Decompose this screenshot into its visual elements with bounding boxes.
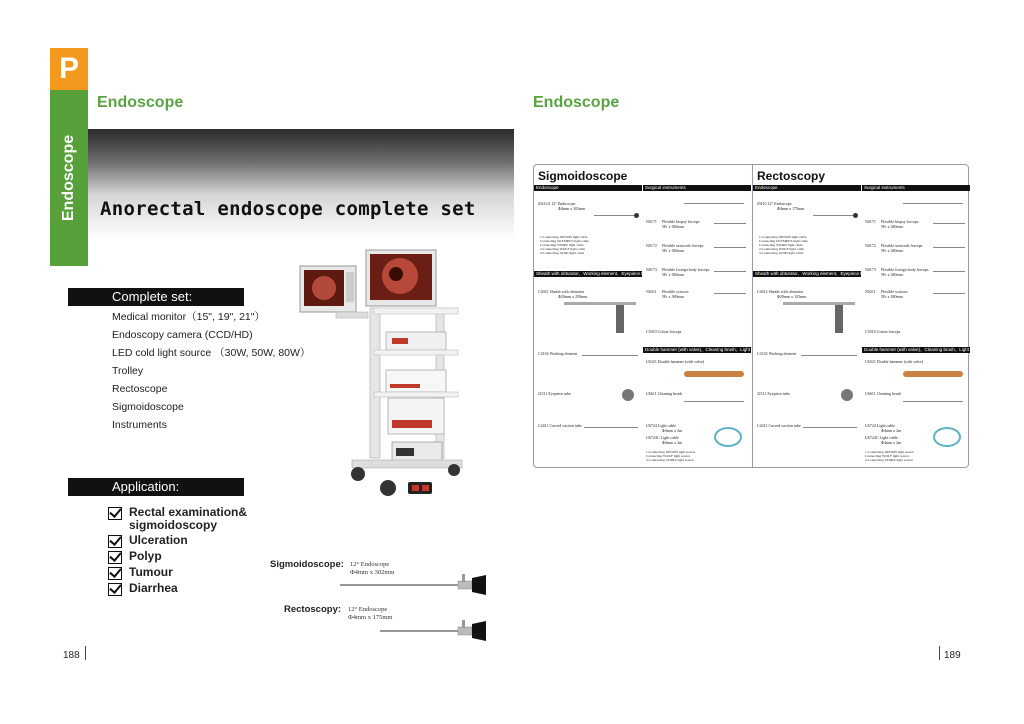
forceps-size: 5Fr x 380mm <box>881 248 903 253</box>
forceps-code: N0171 <box>646 219 657 224</box>
page-number-divider <box>85 646 86 660</box>
cable-note: 1.Connecting XENON light source <box>865 450 915 454</box>
catalog-accessory-bar: Double hammer (with valve)、Cleaning brush、Light cable <box>645 347 763 352</box>
catalog-header-instruments: Surgical instruments <box>643 185 751 191</box>
suction-tube-line <box>803 427 857 428</box>
rectoscopy-label: Rectoscopy: <box>284 604 342 615</box>
light-cable-2-size: Φ4mm x 2m <box>881 440 902 445</box>
sheath-handle <box>616 305 624 333</box>
forceps-line <box>933 271 965 272</box>
list-item: Medical monitor（15", 19", 21"） <box>112 311 265 323</box>
sigmoidoscope-label: Sigmoidoscope: <box>270 559 344 570</box>
list-item: Instruments <box>112 419 167 431</box>
light-note: 2.Connecting WOLF light cable <box>759 247 805 251</box>
list-item-label: Tumour <box>129 565 173 579</box>
suction-tube: C4411 Curved suction tube <box>757 423 801 428</box>
page-number-right: 189 <box>944 650 961 661</box>
light-cable-2: U6724C Light cable <box>865 435 898 440</box>
light-note: 3.Connecting ACMI light cable <box>540 251 585 255</box>
light-cable-1-size: Φ4mm x 2m <box>662 428 683 433</box>
cable-note: 2.Connecting STORZ light source <box>865 458 913 462</box>
forceps-top-line <box>903 203 963 204</box>
endoscope-eyepiece-icon <box>853 213 858 218</box>
list-item: Rectoscope <box>112 383 168 395</box>
light-note: 3.Connecting ACMI light cable <box>759 251 804 255</box>
forceps-name: Flexible scissors <box>662 289 689 294</box>
forceps-name: Flexible foreign body forceps <box>662 267 710 272</box>
list-item <box>108 566 259 580</box>
list-item: Endoscopy camera (CCD/HD) <box>112 329 253 341</box>
forceps-name: Flexible sawtooth forceps <box>881 243 923 248</box>
cleaning-brush: U6611 Cleaning brush <box>865 391 902 396</box>
working-element-line <box>582 355 638 356</box>
double-hammer: U6321 Double hammer (with valve) <box>865 359 924 364</box>
forceps-size: 5Fr x 380mm <box>881 272 903 277</box>
forceps-line <box>933 247 965 248</box>
suction-tube: C4411 Curved suction tube <box>538 423 582 428</box>
list-item-label: Polyp <box>129 549 162 563</box>
list-item: LED cold light source （30W, 50W, 80W） <box>112 347 311 359</box>
eyepiece: J2311 Eyepiece tube <box>538 391 571 396</box>
double-hammer: U6321 Double hammer (with valve) <box>646 359 705 364</box>
forceps-size: 5Fr x 380mm <box>881 294 903 299</box>
cleaning-brush-line <box>903 401 963 402</box>
complete-set-label: Complete set: <box>68 288 244 306</box>
catalog-header-endoscope: Endoscope <box>753 185 861 191</box>
sheath-size: Φ20mm x 250mm <box>558 294 588 299</box>
forceps-code: N0172 <box>646 243 657 248</box>
catalog-sheath-bar: Sheath with obturator、Working element、Eyepiece tube etc. <box>755 271 878 276</box>
page-heading: Anorectal endoscope complete set <box>100 198 476 220</box>
forceps-name: Flexible sawtooth forceps <box>662 243 704 248</box>
rectoscopy-size: Φ4mm x 175mm <box>348 614 393 621</box>
forceps-name: Flexible biopsy forceps <box>662 219 700 224</box>
catalog-header-endoscope: Endoscope <box>534 185 642 191</box>
cable-note: Connecting WOLF light source <box>646 454 691 458</box>
catalog-column-sigmoidoscope <box>534 165 763 467</box>
list-item <box>108 506 259 532</box>
sigmoidoscope-angle: 12° Endoscope <box>350 561 390 568</box>
checkbox-icon <box>108 535 122 548</box>
double-hammer-shape <box>684 371 744 377</box>
sheath-code: C4012 Sheath with obturator <box>757 289 804 294</box>
list-item-label: Rectal examination& sigmoidoscopy <box>129 505 248 532</box>
forceps-line <box>714 271 746 272</box>
list-item: Trolley <box>112 365 144 377</box>
forceps-size: 5Fr x 380mm <box>662 248 684 253</box>
checkbox-icon <box>108 567 122 580</box>
cable-note: 2.Connecting STORZ light source <box>646 458 694 462</box>
rectoscope-illustration <box>380 618 490 642</box>
catalog-accessory-bar: Double hammer (with valve)、Cleaning brush、Light cable <box>864 347 982 352</box>
sheath-code: C4021 Sheath with obturator <box>538 289 585 294</box>
forceps-code: N0211 <box>865 289 876 294</box>
catalog-column-rectoscopy <box>752 165 982 467</box>
banner-gradient <box>88 129 514 239</box>
forceps-code: N0172 <box>865 243 876 248</box>
forceps-line <box>933 223 965 224</box>
forceps-size: 5Fr x 380mm <box>662 224 684 229</box>
forceps-line <box>714 293 746 294</box>
cotton-forceps: C5010 Cotton forceps <box>865 329 901 334</box>
list-item-label: Diarrhea <box>129 581 178 595</box>
cotton-forceps: C5010 Cotton forceps <box>646 329 682 334</box>
endoscope-eyepiece-icon <box>634 213 639 218</box>
page-number-divider <box>939 646 940 660</box>
complete-set-list <box>112 308 310 434</box>
forceps-size: 5Fr x 380mm <box>662 272 684 277</box>
light-note: Connecting STORZ light cable <box>540 243 584 247</box>
page-number-left: 188 <box>63 650 80 661</box>
forceps-code: N0171 <box>865 219 876 224</box>
eyepiece-icon <box>622 389 634 401</box>
checkbox-icon <box>108 507 122 520</box>
sheath-size: Φ20mm x 125mm <box>777 294 807 299</box>
light-cable-2: U6724C Light cable <box>646 435 679 440</box>
light-note: 1.Connecting XENON light cable <box>540 235 588 239</box>
section-title-left: Endoscope <box>97 94 184 111</box>
list-item <box>108 550 259 564</box>
cable-note: 1.Connecting XENON light source <box>646 450 696 454</box>
product-catalog <box>533 164 982 468</box>
light-cable-coil-icon <box>933 427 961 447</box>
forceps-line <box>714 247 746 248</box>
endoscope-size: Φ4mm x 302mm <box>558 206 586 211</box>
endoscope-shaft-line <box>813 215 857 216</box>
endoscope-size: Φ4mm x 175mm <box>777 206 805 211</box>
forceps-size: 5Fr x 380mm <box>881 224 903 229</box>
sigmoidoscope-illustration <box>340 572 490 596</box>
trolley-illustration <box>296 248 476 498</box>
cable-note: Connecting WOLF light source <box>865 454 910 458</box>
side-tab <box>50 90 88 266</box>
forceps-code: N0173 <box>646 267 657 272</box>
forceps-code: N0173 <box>865 267 876 272</box>
catalog-sheath-bar: Sheath with obturator、Working element、Eyepiece tube etc. <box>536 271 659 276</box>
suction-tube-line <box>584 427 638 428</box>
sheath-shape <box>564 302 636 305</box>
catalog-title: Rectoscopy <box>757 169 826 183</box>
double-hammer-shape <box>903 371 963 377</box>
catalog-title: Sigmoidoscope <box>538 169 628 183</box>
forceps-name: Flexible biopsy forceps <box>881 219 919 224</box>
cleaning-brush: U6611 Cleaning brush <box>646 391 683 396</box>
list-item-label: Ulceration <box>129 533 188 547</box>
light-note: Connecting STORZ light cable <box>759 243 803 247</box>
checkbox-icon <box>108 583 122 596</box>
light-note: Connecting OLYMPUS light cable <box>759 239 808 243</box>
forceps-line <box>714 223 746 224</box>
application-label: Application: <box>68 478 244 496</box>
light-cable-coil-icon <box>714 427 742 447</box>
light-note: 2.Connecting WOLF light cable <box>540 247 586 251</box>
checkbox-icon <box>108 551 122 564</box>
catalog-header-instruments: Surgical instruments <box>862 185 970 191</box>
rectoscopy-angle: 12° Endoscope <box>348 606 388 613</box>
cleaning-brush-line <box>684 401 744 402</box>
eyepiece: J2311 Eyepiece tube <box>757 391 790 396</box>
application-list <box>108 506 259 598</box>
sigmoidoscope-size: Φ4mm x 302mm <box>350 569 395 576</box>
section-letter: P <box>50 48 88 90</box>
light-cable-1: U6724 Light cable <box>646 423 676 428</box>
endoscope-code: J0212A 12° Endoscope <box>538 201 576 206</box>
sheath-shape <box>783 302 855 305</box>
side-tab-label: Endoscope <box>60 134 77 222</box>
forceps-top-line <box>684 203 744 204</box>
forceps-name: Flexible scissors <box>881 289 908 294</box>
endoscope-shaft-line <box>594 215 638 216</box>
sheath-handle <box>835 305 843 333</box>
working-element: C4102 Working element <box>538 351 578 356</box>
light-cable-2-size: Φ4mm x 2m <box>662 440 683 445</box>
list-item <box>108 582 259 596</box>
working-element-line <box>801 355 857 356</box>
forceps-size: 5Fr x 380mm <box>662 294 684 299</box>
endoscope-code: J0210 12° Endoscope <box>757 201 792 206</box>
light-cable-1-size: Φ4mm x 2m <box>881 428 902 433</box>
light-note: Connecting OLYMPUS light cable <box>540 239 589 243</box>
list-item: Sigmoidoscope <box>112 401 184 413</box>
eyepiece-icon <box>841 389 853 401</box>
working-element: C4102 Working element <box>757 351 797 356</box>
forceps-name: Flexible foreign body forceps <box>881 267 929 272</box>
light-cable-1: U6724 Light cable <box>865 423 895 428</box>
list-item <box>108 534 259 548</box>
light-note: 1.Connecting XENON light cable <box>759 235 807 239</box>
forceps-line <box>933 293 965 294</box>
section-title-right: Endoscope <box>533 94 620 111</box>
forceps-code: N0211 <box>646 289 657 294</box>
